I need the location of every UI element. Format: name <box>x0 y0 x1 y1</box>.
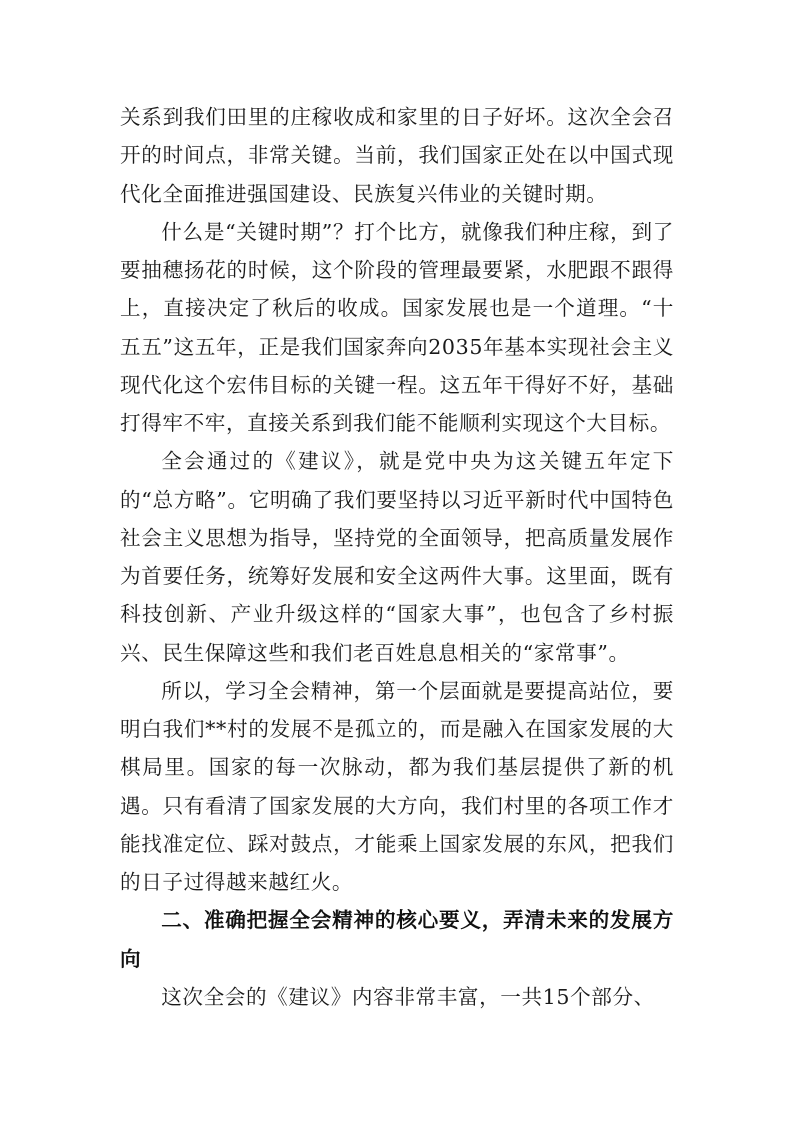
paragraph-continued: 关系到我们田里的庄稼收成和家里的日子好坏。这次全会召开的时间点，非常关键。当前，我们国家正处在以中国式现代化全面推进强国建设、民族复兴伟业的关键时期。 <box>120 105 674 206</box>
paragraph-key-period: 什么是“关键时期”？打个比方，就像我们种庄稼，到了要抽穗扬花的时候，这个阶段的管理最要紧，水肥跟不跟得上，直接决定了秋后的收成。国家发展也是一个道理。“十五五”这五年，正是我们国家奔向2035年基本实现社会主义现代化这个宏伟目标的关键一程。这五年干得好不好，基础打得牢不牢，直接关系到我们能不能顺利实现这个大目标。 <box>120 219 674 435</box>
paragraph-proposal: 全会通过的《建议》，就是党中央为这关键五年定下的“总方略”。它明确了我们要坚持以习近平新时代中国特色社会主义思想为指导，坚持党的全面领导，把高质量发展作为首要任务，统筹好发展和安全这两件大事。这里面，既有科技创新、产业升级这样的“国家大事”，也包含了乡村振兴、民生保障这些和我们老百姓息息相关的“家常事”。 <box>120 449 674 665</box>
section-heading: 二、准确把握全会精神的核心要义，弄清未来的发展方向 <box>120 908 674 971</box>
paragraph-raise-position: 所以，学习全会精神，第一个层面就是要提高站位，要明白我们**村的发展不是孤立的，而是融入在国家发展的大棋局里。国家的每一次脉动，都为我们基层提供了新的机遇。只有看清了国家发展的大方向，我们村里的各项工作才能找准定位、踩对鼓点，才能乘上国家发展的东风，把我们的日子过得越来越红火。 <box>120 678 674 894</box>
document-body <box>120 98 674 1016</box>
paragraph-proposal-content: 这次全会的《建议》内容非常丰富，一共15个部分、 <box>161 984 655 1009</box>
